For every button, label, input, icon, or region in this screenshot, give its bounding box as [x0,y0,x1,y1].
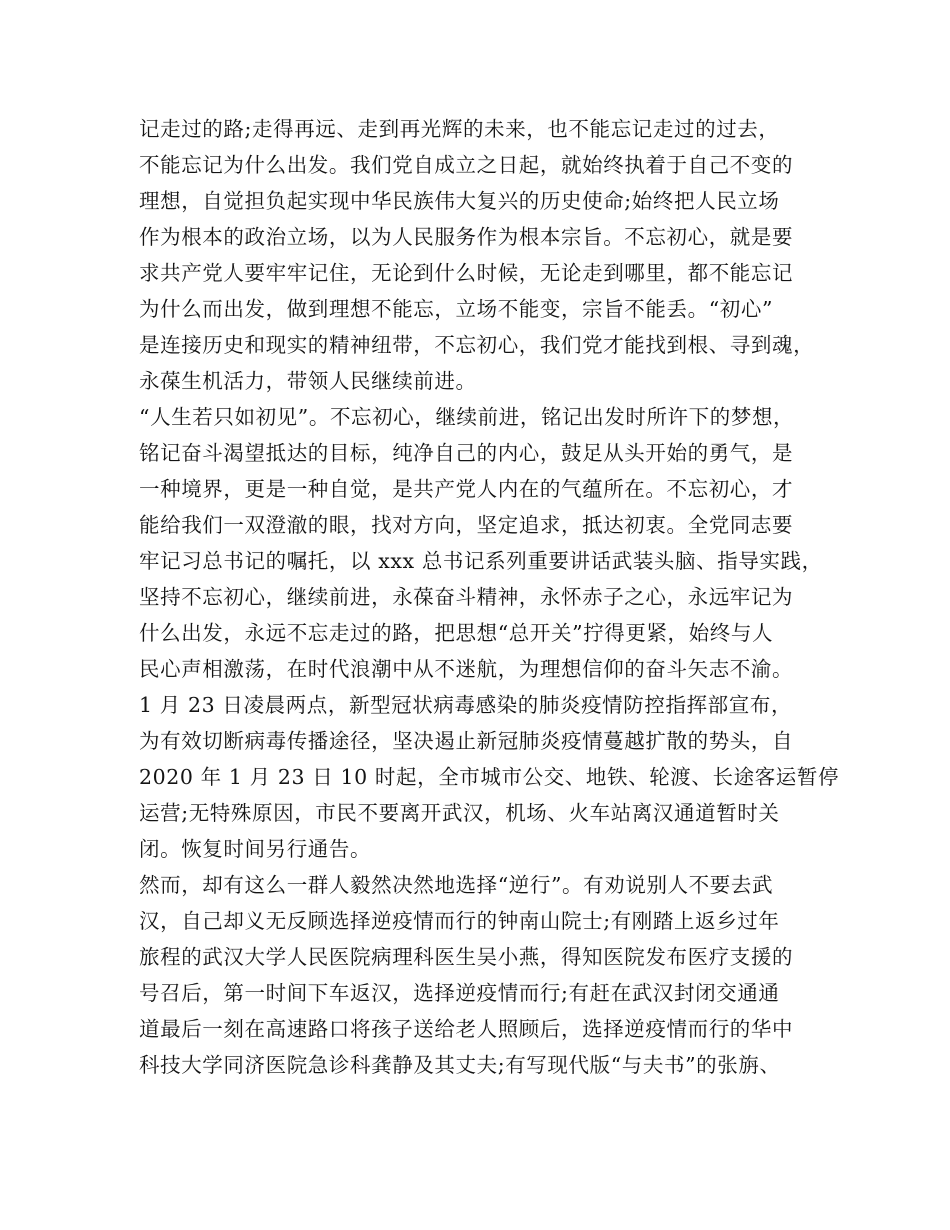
text-line: 不能忘记为什么出发。我们党自成立之日起，就始终执着于自己不变的 [139,153,794,177]
text-line: 永葆生机活力，带领人民继续前进。 [139,369,477,393]
text-line: 牢记习总书记的嘱托，以 xxx 总书记系列重要讲话武装头脑、指导实践， [139,549,823,573]
text-line: 科技大学同济医院急诊科龚静及其丈夫;有写现代版“与夫书”的张旃、 [139,1053,781,1077]
text-line: 汉，自己却义无反顾选择逆疫情而行的钟南山院士;有刚踏上返乡过年 [139,909,780,933]
text-line: 记走过的路;走得再远、走到再光辉的未来，也不能忘记走过的过去， [139,117,780,141]
text-line: 一种境界，更是一种自觉，是共产党人内在的气蕴所在。不忘初心，才 [139,477,794,501]
text-line: 理想，自觉担负起实现中华民族伟大复兴的历史使命;始终把人民立场 [139,189,780,213]
text-line: 号召后，第一时间下车返汉，选择逆疫情而行;有赶在武汉封闭交通通 [139,981,780,1005]
text-line: 为什么而出发，做到理想不能忘，立场不能变，宗旨不能丢。“初心” [139,297,774,321]
text-line: 能给我们一双澄澈的眼，找对方向，坚定追求，抵达初衷。全党同志要 [139,513,794,537]
text-line: 1 月 23 日凌晨两点，新型冠状病毒感染的肺炎疫情防控指挥部宣布， [139,693,793,717]
text-line: 作为根本的政治立场，以为人民服务作为根本宗旨。不忘初心，就是要 [139,225,794,249]
text-line: 2020 年 1 月 23 日 10 时起，全市城市公交、地铁、轮渡、长途客运暂停 [139,765,840,789]
text-line: 什么出发，永远不忘走过的路，把思想“总开关”拧得更紧，始终与人 [139,621,774,645]
text-line: 旅程的武汉大学人民医院病理科医生吴小燕，得知医院发布医疗支援的 [139,945,794,969]
text-line: 坚持不忘初心，继续前进，永葆奋斗精神，永怀赤子之心，永远牢记为 [139,585,794,609]
text-line: 然而，却有这么一群人毅然决然地选择“逆行”。有劝说别人不要去武 [139,873,774,897]
text-line: 铭记奋斗渴望抵达的目标，纯净自己的内心，鼓足从头开始的勇气，是 [139,441,794,465]
document-body [139,111,839,1083]
text-line: 为有效切断病毒传播途径，坚决遏止新冠肺炎疫情蔓越扩散的势头，自 [139,729,794,753]
text-line: 闭。恢复时间另行通告。 [139,837,372,861]
text-line: 是连接历史和现实的精神纽带，不忘初心，我们党才能找到根、寻到魂， [139,333,815,357]
text-line: “人生若只如初见”。不忘初心，继续前进，铭记出发时所许下的梦想， [139,405,795,429]
text-line: 道最后一刻在高速路口将孩子送给老人照顾后，选择逆疫情而行的华中 [139,1017,794,1041]
text-line: 民心声相激荡，在时代浪潮中从不迷航，为理想信仰的奋斗矢志不渝。 [139,657,794,681]
text-line: 运营;无特殊原因，市民不要离开武汉，机场、火车站离汉通道暂时关 [139,801,780,825]
text-line: 求共产党人要牢牢记住，无论到什么时候，无论走到哪里，都不能忘记 [139,261,794,285]
